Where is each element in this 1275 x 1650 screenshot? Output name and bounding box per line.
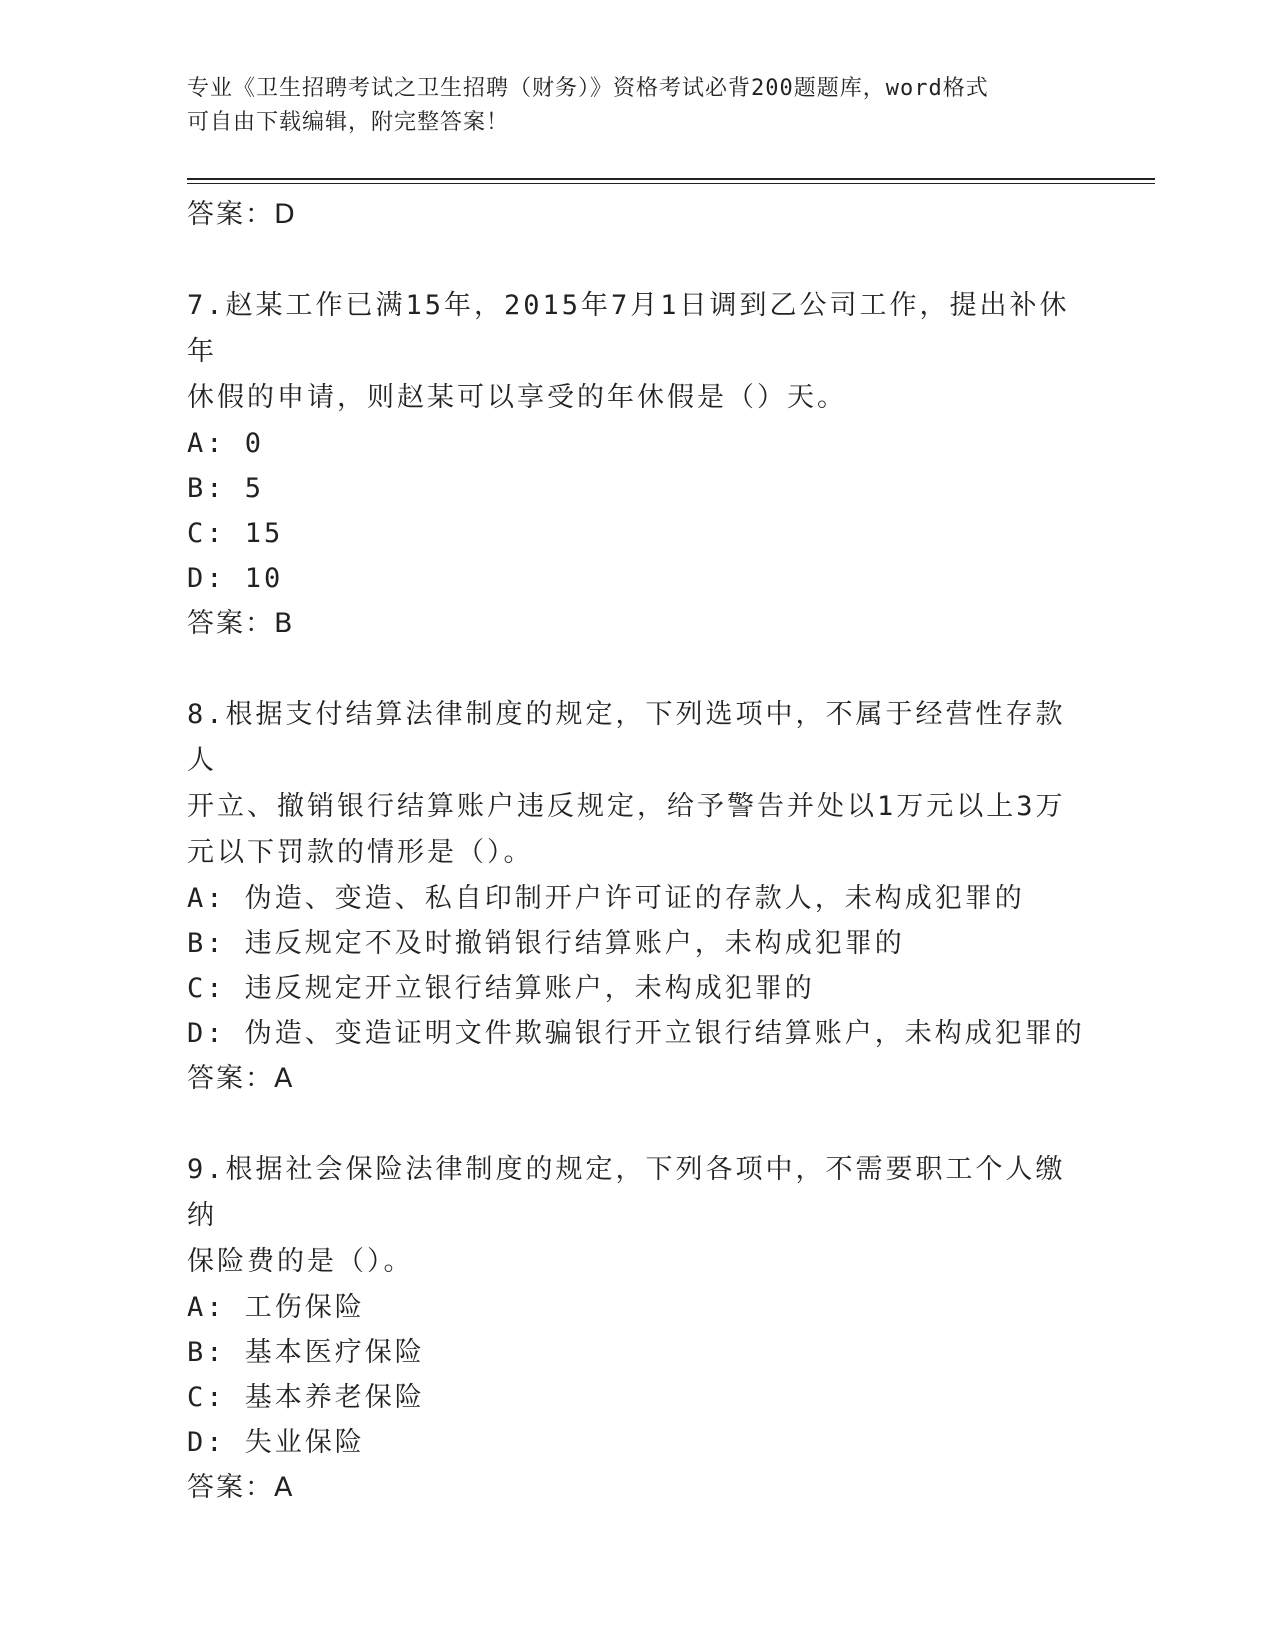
question-stem-line: 8.根据支付结算法律制度的规定，下列选项中，不属于经营性存款人 — [187, 699, 1066, 776]
option-d: D: 失业保险 — [187, 1427, 365, 1458]
header-rule-thin — [187, 183, 1155, 184]
option-d: D: 10 — [187, 563, 284, 594]
document-header — [187, 72, 1087, 140]
question-item — [187, 1147, 1087, 1510]
question-item — [187, 283, 1087, 646]
answer-line: 答案：A — [187, 1472, 295, 1503]
option-b: B: 5 — [187, 473, 265, 504]
option-b: B: 基本医疗保险 — [187, 1337, 425, 1368]
answer-line: 答案：A — [187, 1063, 295, 1094]
header-line-2: 可自由下载编辑，附完整答案！ — [187, 110, 510, 135]
question-stem-line: 休假的申请，则赵某可以享受的年休假是（）天。 — [187, 382, 847, 413]
question-stem-line: 保险费的是（）。 — [187, 1246, 414, 1277]
option-c: C: 15 — [187, 518, 284, 549]
header-line-1: 专业《卫生招聘考试之卫生招聘（财务）》资格考试必背200题题库，word格式 — [187, 76, 989, 101]
question-stem-line: 9.根据社会保险法律制度的规定，下列各项中，不需要职工个人缴纳 — [187, 1154, 1066, 1231]
answer-line: 答案：D — [187, 199, 297, 230]
option-c: C: 基本养老保险 — [187, 1382, 425, 1413]
option-a: A: 伪造、变造、私自印制开户许可证的存款人，未构成犯罪的 — [187, 883, 1025, 914]
option-c: C: 违反规定开立银行结算账户，未构成犯罪的 — [187, 973, 815, 1004]
header-rule-thick — [187, 178, 1155, 180]
option-d: D: 伪造、变造证明文件欺骗银行开立银行结算账户，未构成犯罪的 — [187, 1018, 1085, 1049]
option-b: B: 违反规定不及时撤销银行结算账户，未构成犯罪的 — [187, 928, 905, 959]
answer-line: 答案：B — [187, 608, 295, 639]
question-stem-line: 开立、撤销银行结算账户违反规定，给予警告并处以1万元以上3万 — [187, 791, 1066, 822]
option-a: A: 工伤保险 — [187, 1292, 365, 1323]
option-a: A: 0 — [187, 428, 265, 459]
question-stem-line: 元以下罚款的情形是（）。 — [187, 837, 534, 868]
question-stem-line: 7.赵某工作已满15年，2015年7月1日调到乙公司工作，提出补休年 — [187, 290, 1070, 367]
question-list — [187, 192, 1087, 1510]
question-item — [187, 692, 1087, 1101]
